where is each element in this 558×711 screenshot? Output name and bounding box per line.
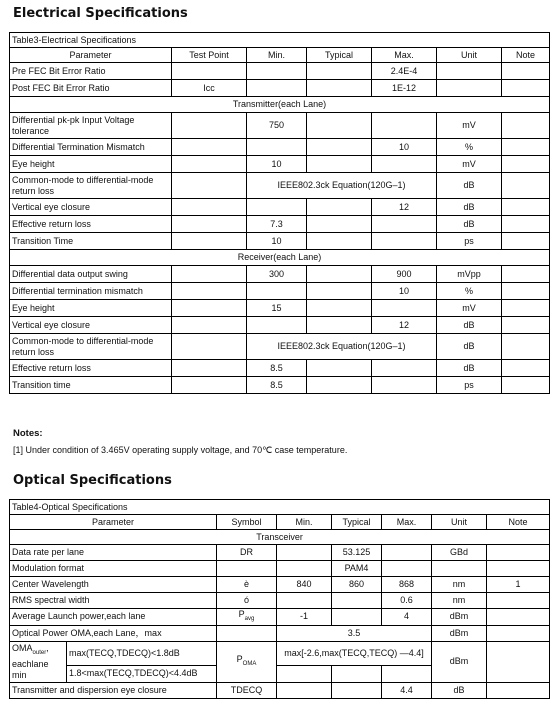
unit-cell: mVpp bbox=[437, 266, 502, 283]
param-cell: Pre FEC Bit Error Ratio bbox=[10, 63, 172, 80]
notes-title: Notes: bbox=[13, 428, 43, 439]
header-parameter: Parameter bbox=[10, 515, 217, 530]
header-parameter: Parameter bbox=[10, 48, 172, 63]
note-cell: 1 bbox=[487, 577, 550, 593]
param-cell: Transition time bbox=[10, 377, 172, 394]
max-cell: 868 bbox=[382, 577, 432, 593]
table-row bbox=[10, 593, 550, 609]
condition-cell: 1.8<max(TECQ,TDECQ)<4.4dB bbox=[67, 665, 217, 682]
max-cell: 10 bbox=[372, 139, 437, 156]
typical-cell: PAM4 bbox=[332, 561, 382, 577]
unit-cell: dB bbox=[437, 317, 502, 334]
electrical-spec-table bbox=[9, 32, 550, 394]
param-cell: Effective return loss bbox=[10, 216, 172, 233]
param-cell: Transmitter and dispersion eye closure bbox=[10, 682, 217, 698]
symbol-cell: TDECQ bbox=[217, 682, 277, 698]
param-cell: Optical Power OMA,each Lane，max bbox=[10, 625, 217, 641]
unit-cell: nm bbox=[432, 593, 487, 609]
unit-cell: nm bbox=[432, 577, 487, 593]
section-receiver: Receiver(each Lane) bbox=[10, 250, 550, 266]
table-row bbox=[10, 561, 550, 577]
min-cell: 10 bbox=[247, 233, 307, 250]
param-cell: Vertical eye closure bbox=[10, 317, 172, 334]
table-row bbox=[10, 173, 550, 199]
param-cell: Common-mode to differential-mode return loss bbox=[10, 334, 172, 360]
unit-cell: dBm bbox=[432, 609, 487, 626]
oma-main: OMA bbox=[12, 642, 33, 653]
header-typical: Typical bbox=[332, 515, 382, 530]
oma-rest: , eachlane min bbox=[12, 642, 49, 680]
table-row bbox=[10, 266, 550, 283]
typical-cell: max[-2.6,max(TECQ,TECQ) —4.4] bbox=[277, 641, 432, 665]
unit-cell: dB bbox=[437, 360, 502, 377]
param-cell: Center Wavelength bbox=[10, 577, 217, 593]
table-row bbox=[10, 334, 550, 360]
max-cell: 10 bbox=[372, 283, 437, 300]
equation-cell: IEEE802.3ck Equation(120G–1) bbox=[247, 173, 437, 199]
table-row bbox=[10, 139, 550, 156]
unit-cell: dB bbox=[437, 199, 502, 216]
optical-heading: Optical Specifications bbox=[13, 473, 172, 488]
param-cell: Differential termination mismatch bbox=[10, 283, 172, 300]
table-row bbox=[10, 300, 550, 317]
table-row bbox=[10, 377, 550, 394]
min-cell: 750 bbox=[247, 113, 307, 139]
max-cell: 2.4E-4 bbox=[372, 63, 437, 80]
table-row bbox=[10, 216, 550, 233]
unit-cell: mV bbox=[437, 113, 502, 139]
symbol-subscript: OMA bbox=[242, 660, 257, 667]
param-cell: Transition Time bbox=[10, 233, 172, 250]
max-cell: 1E-12 bbox=[372, 80, 437, 97]
notes-block bbox=[13, 428, 347, 456]
equation-cell: IEEE802.3ck Equation(120G–1) bbox=[247, 334, 437, 360]
min-cell: 15 bbox=[247, 300, 307, 317]
header-typical: Typical bbox=[307, 48, 372, 63]
symbol-main: P bbox=[238, 609, 245, 619]
max-cell: 4.4 bbox=[382, 682, 432, 698]
oma-subscript: outer bbox=[32, 649, 47, 656]
param-cell: Differential pk-pk Input Voltage tolerance bbox=[10, 113, 172, 139]
param-cell: Eye height bbox=[10, 300, 172, 317]
unit-cell: dB bbox=[437, 173, 502, 199]
header-min: Min. bbox=[277, 515, 332, 530]
unit-cell: % bbox=[437, 283, 502, 300]
header-test-point: Test Point bbox=[172, 48, 247, 63]
section-transceiver: Transceiver bbox=[10, 530, 550, 545]
table-row bbox=[10, 682, 550, 698]
unit-cell: dB bbox=[437, 334, 502, 360]
header-max: Max. bbox=[372, 48, 437, 63]
table-row bbox=[10, 63, 550, 80]
max-cell: 12 bbox=[372, 199, 437, 216]
table-caption: Table4-Optical Specifications bbox=[10, 500, 550, 515]
unit-cell: ps bbox=[437, 377, 502, 394]
electrical-heading: Electrical Specifications bbox=[13, 6, 188, 21]
unit-cell: dB bbox=[437, 216, 502, 233]
symbol-subscript: avg bbox=[244, 615, 255, 622]
param-cell: Data rate per lane bbox=[10, 545, 217, 561]
symbol-cell: DR bbox=[217, 545, 277, 561]
min-cell: 840 bbox=[277, 577, 332, 593]
symbol-cell: è bbox=[217, 577, 277, 593]
min-cell: -1 bbox=[277, 609, 332, 626]
header-unit: Unit bbox=[437, 48, 502, 63]
table-row bbox=[10, 360, 550, 377]
symbol-cell: ó bbox=[217, 593, 277, 609]
table-row bbox=[10, 113, 550, 139]
table-row bbox=[10, 641, 550, 665]
min-cell: 8.5 bbox=[247, 377, 307, 394]
header-unit: Unit bbox=[432, 515, 487, 530]
param-cell: Differential data output swing bbox=[10, 266, 172, 283]
table-row bbox=[10, 199, 550, 216]
unit-cell: mV bbox=[437, 156, 502, 173]
header-max: Max. bbox=[382, 515, 432, 530]
unit-cell: dB bbox=[432, 682, 487, 698]
table-row bbox=[10, 609, 550, 626]
unit-cell: % bbox=[437, 139, 502, 156]
typical-cell: 3.5 bbox=[277, 625, 432, 641]
unit-cell: GBd bbox=[432, 545, 487, 561]
param-cell: Post FEC Bit Error Ratio bbox=[10, 80, 172, 97]
min-cell: 7.3 bbox=[247, 216, 307, 233]
table-row bbox=[10, 317, 550, 334]
table-row bbox=[10, 283, 550, 300]
param-cell: Common-mode to differential-mode return loss bbox=[10, 173, 172, 199]
param-cell: RMS spectral width bbox=[10, 593, 217, 609]
header-min: Min. bbox=[247, 48, 307, 63]
test-point-cell: Icc bbox=[172, 80, 247, 97]
unit-cell: mV bbox=[437, 300, 502, 317]
min-cell: 300 bbox=[247, 266, 307, 283]
condition-cell: max(TECQ,TDECQ)<1.8dB bbox=[67, 641, 217, 665]
table-caption: Table3-Electrical Specifications bbox=[10, 33, 550, 48]
max-cell: 12 bbox=[372, 317, 437, 334]
max-cell: 4 bbox=[382, 609, 432, 626]
typical-cell: 860 bbox=[332, 577, 382, 593]
section-transmitter: Transmitter(each Lane) bbox=[10, 97, 550, 113]
min-cell: 8.5 bbox=[247, 360, 307, 377]
table-row bbox=[10, 545, 550, 561]
symbol-main: P bbox=[236, 653, 243, 664]
table-row bbox=[10, 625, 550, 641]
table-row bbox=[10, 233, 550, 250]
optical-spec-table bbox=[9, 499, 550, 699]
header-symbol: Symbol bbox=[217, 515, 277, 530]
param-cell: Vertical eye closure bbox=[10, 199, 172, 216]
param-cell: Effective return loss bbox=[10, 360, 172, 377]
table-row bbox=[10, 80, 550, 97]
param-cell: Differential Termination Mismatch bbox=[10, 139, 172, 156]
oma-outer-param-cell bbox=[10, 641, 67, 682]
symbol-cell bbox=[217, 641, 277, 682]
unit-cell: dBm bbox=[432, 641, 487, 682]
min-cell: 10 bbox=[247, 156, 307, 173]
table-row bbox=[10, 156, 550, 173]
typical-cell: 53.125 bbox=[332, 545, 382, 561]
table-row bbox=[10, 577, 550, 593]
symbol-cell bbox=[217, 609, 277, 626]
param-cell: Modulation format bbox=[10, 561, 217, 577]
max-cell: 900 bbox=[372, 266, 437, 283]
header-note: Note bbox=[487, 515, 550, 530]
header-note: Note bbox=[502, 48, 550, 63]
unit-cell: dBm bbox=[432, 625, 487, 641]
unit-cell: ps bbox=[437, 233, 502, 250]
param-cell: Average Launch power,each lane bbox=[10, 609, 217, 626]
note-item: [1] Under condition of 3.465V operating supply voltage, and 70℃ case temperature. bbox=[13, 445, 348, 455]
param-cell: Eye height bbox=[10, 156, 172, 173]
max-cell: 0.6 bbox=[382, 593, 432, 609]
